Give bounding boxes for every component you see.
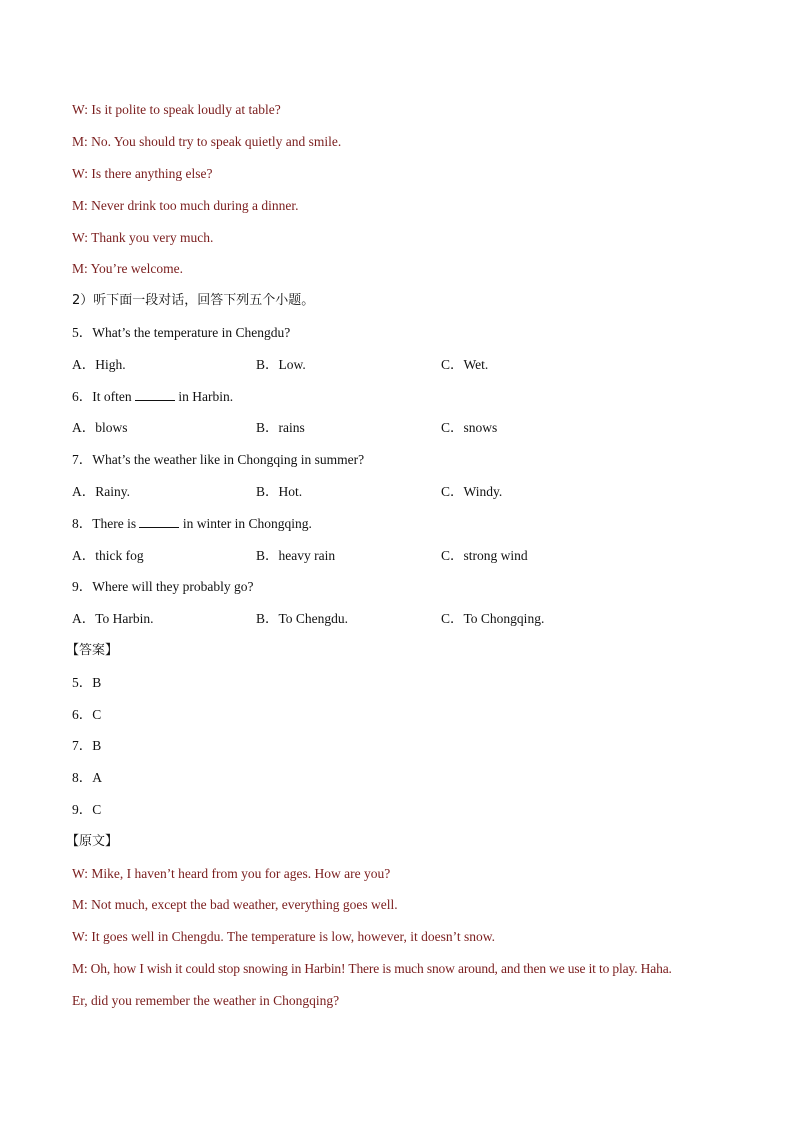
stem-part: 8．There is xyxy=(72,516,137,531)
option-a: A．thick fog xyxy=(72,548,144,563)
transcript-heading: 【原文】 xyxy=(66,834,119,849)
dialogue-line: W: Is there anything else? xyxy=(72,166,213,181)
answer-item: 9．C xyxy=(72,802,102,817)
answer-item: 6．C xyxy=(72,707,102,722)
question-stem xyxy=(72,515,312,533)
stem-part: 6．It often xyxy=(72,389,132,404)
option-c: C．To Chongqing. xyxy=(441,611,545,626)
stem-part: in winter in Chongqing. xyxy=(182,516,312,531)
answer-heading: 【答案】 xyxy=(66,643,119,658)
transcript-line: M: Not much, except the bad weather, everything goes well. xyxy=(72,897,398,912)
answer-blank xyxy=(139,515,179,528)
question-stem: 5．What’s the temperature in Chengdu? xyxy=(72,325,291,340)
option-a: A．Rainy. xyxy=(72,484,130,499)
dialogue-line: W: Thank you very much. xyxy=(72,230,214,245)
option-b: B．Hot. xyxy=(256,484,303,499)
option-c: C．snows xyxy=(441,420,498,435)
dialogue-line: M: Never drink too much during a dinner. xyxy=(72,198,299,213)
answer-item: 8．A xyxy=(72,770,102,785)
transcript-line: W: It goes well in Chengdu. The temperature is low, however, it doesn’t snow. xyxy=(72,929,495,944)
dialogue-line: W: Is it polite to speak loudly at table? xyxy=(72,102,281,117)
option-c: C．Wet. xyxy=(441,357,489,372)
option-b: B．To Chengdu. xyxy=(256,611,349,626)
answer-item: 5．B xyxy=(72,675,102,690)
option-c: C．strong wind xyxy=(441,548,528,563)
answer-blank xyxy=(135,388,175,401)
transcript-line: Er, did you remember the weather in Chongqing? xyxy=(72,993,340,1008)
dialogue-line: M: You’re welcome. xyxy=(72,261,183,276)
transcript-line: M: Oh, how I wish it could stop snowing in Harbin! There is much snow around, and then we use it to play. Haha. xyxy=(72,961,672,976)
option-a: A．High. xyxy=(72,357,126,372)
section-heading: 2）听下面一段对话，回答下列五个小题。 xyxy=(72,293,315,308)
dialogue-line: M: No. You should try to speak quietly and smile. xyxy=(72,134,342,149)
option-a: A．To Harbin. xyxy=(72,611,154,626)
question-stem xyxy=(72,388,233,406)
option-b: B．heavy rain xyxy=(256,548,336,563)
stem-part: in Harbin. xyxy=(178,389,234,404)
transcript-line: W: Mike, I haven’t heard from you for ages. How are you? xyxy=(72,866,391,881)
option-b: B．Low. xyxy=(256,357,306,372)
question-stem: 9．Where will they probably go? xyxy=(72,579,254,594)
option-a: A．blows xyxy=(72,420,128,435)
option-c: C．Windy. xyxy=(441,484,503,499)
option-b: B．rains xyxy=(256,420,305,435)
question-stem: 7．What’s the weather like in Chongqing in summer? xyxy=(72,452,365,467)
answer-item: 7．B xyxy=(72,738,102,753)
